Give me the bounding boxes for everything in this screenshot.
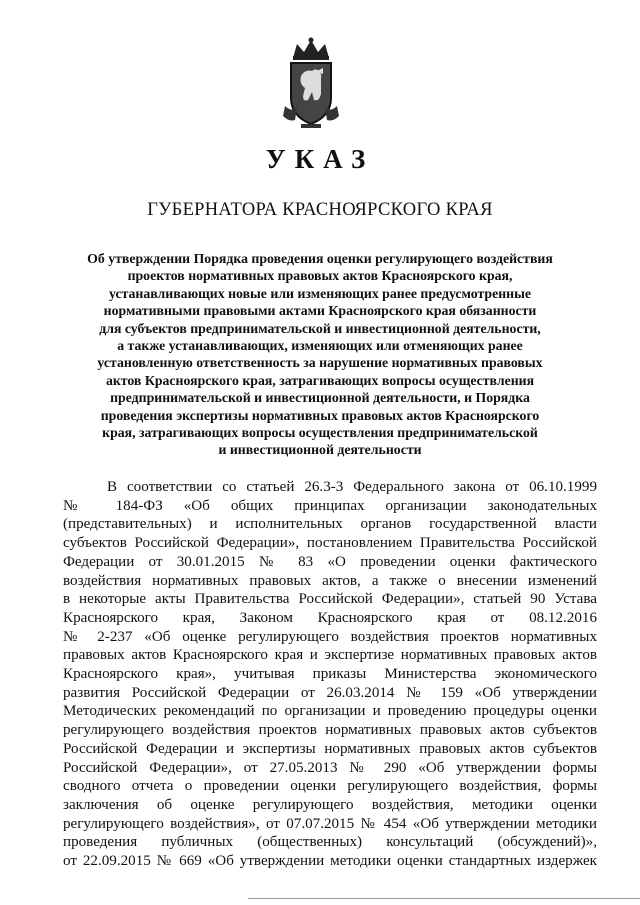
heading-line: предпринимательской и инвестиционной деятельности, и Порядка	[110, 390, 530, 406]
body-line: (представительных) и исполнительных органов государственной власти	[63, 516, 597, 533]
document-body	[63, 478, 597, 871]
body-line: Красноярского края», учитывая приказы Министерства экономического	[63, 666, 597, 683]
body-line: Федерации от 30.01.2015 № 83 «О проведении оценки фактического	[63, 553, 597, 570]
heading-line: проектов нормативных правовых актов Красноярского края,	[127, 268, 513, 284]
body-line: заключения об оценке регулирующего воздействия, методики оценки	[63, 796, 597, 813]
document-title: УКАЗ	[265, 144, 375, 174]
body-line: Красноярского края, Законом Красноярского края от 08.12.2016	[63, 609, 597, 626]
body-line: регулирующего воздействия проектов нормативных правовых актов субъектов	[63, 722, 597, 739]
heading-line: и инвестиционной деятельности	[218, 442, 422, 458]
body-line: субъектов Российской Федерации», постановлением Правительства Российской	[63, 535, 597, 552]
heading-line: Об утверждении Порядка проведения оценки регулирующего воздействия	[87, 251, 553, 266]
body-line: Российской Федерации и экспертизы нормативных правовых актов субъектов	[63, 740, 597, 757]
heading-line: нормативными правовыми актами Красноярского края обязанности	[103, 303, 537, 319]
scan-edge-line	[248, 898, 640, 899]
heading-line: проведения экспертизы нормативных правовых актов Красноярского	[100, 407, 540, 423]
body-line: № 2-237 «Об оценке регулирующего воздействия проектов нормативных	[63, 628, 597, 645]
body-line: регулирующего воздействия», от 07.07.2015 № 454 «Об утверждении методики	[63, 815, 597, 832]
body-line: сводного отчета о проведении оценки регулирующего воздействия, формы	[63, 778, 597, 795]
body-line: Методических рекомендаций по организации и проведению процедуры оценки	[63, 703, 597, 720]
body-line: от 22.09.2015 № 669 «Об утверждении методики оценки стандартных издержек	[63, 853, 597, 870]
body-line: № 184-ФЗ «Об общих принципах организации законодательных	[63, 497, 597, 514]
body-line: правовых актов Красноярского края и экспертизе нормативных правовых актов	[63, 647, 597, 664]
document-subtitle: ГУБЕРНАТОРА КРАСНОЯРСКОГО КРАЯ	[147, 200, 493, 220]
heading-line: края, затрагивающих вопросы осуществления предпринимательской	[102, 425, 538, 441]
heading-line: установленную ответственность за нарушение нормативных правовых	[97, 355, 543, 371]
body-line: Российской Федерации», от 27.05.2013 № 290 «Об утверждении формы	[63, 759, 597, 776]
document-heading	[40, 250, 600, 459]
heading-line: актов Красноярского края, затрагивающих вопросы осуществления	[105, 372, 535, 388]
body-line: В соответствии со статьей 26.3-3 Федерального закона от 06.10.1999	[107, 479, 597, 495]
body-line: воздействия нормативных правовых актов, а также о внесении изменений	[63, 572, 597, 589]
body-line: развития Российской Федерации от 26.03.2014 № 159 «Об утверждении	[63, 684, 597, 701]
body-line: проведения публичных (общественных) консультаций (обсуждений)»,	[63, 834, 597, 851]
body-line: в некоторые акты Правительства Российской Федерации», статьей 90 Устава	[63, 591, 597, 608]
heading-line: а также устанавливающих, изменяющих или отменяющих ранее	[117, 338, 523, 354]
coat-of-arms-icon	[279, 36, 343, 132]
heading-line: для субъектов предпринимательской и инвестиционной деятельности,	[99, 320, 541, 336]
heading-line: устанавливающих новые или изменяющих ранее предусмотренные	[108, 285, 532, 301]
